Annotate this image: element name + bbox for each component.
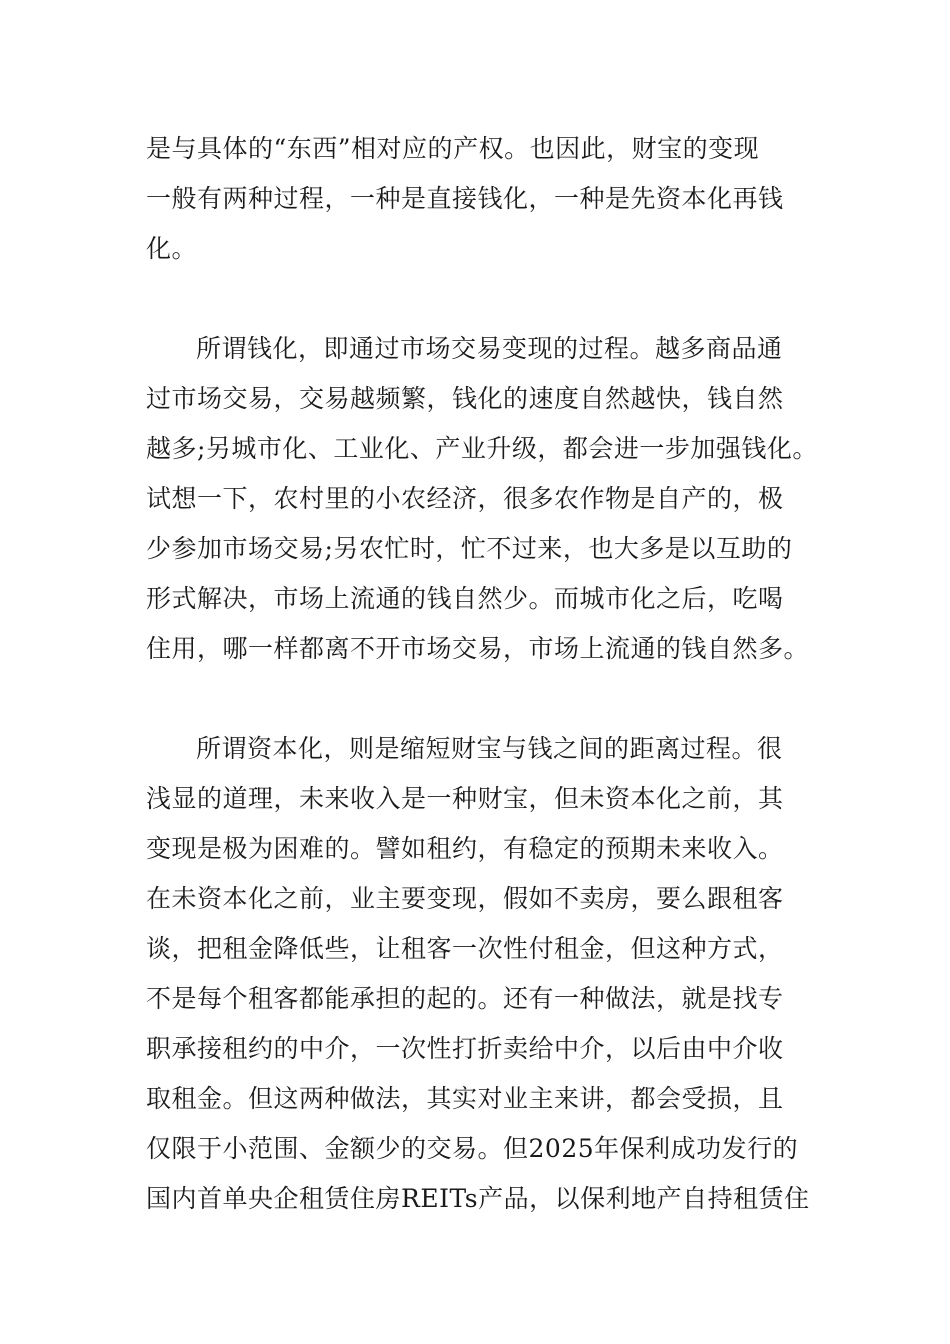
- text-line: 化。: [146, 234, 198, 263]
- text-line: 所谓资本化，则是缩短财宝与钱之间的距离过程。很: [196, 734, 783, 763]
- text-line: 试想一下，农村里的小农经济，很多农作物是自产的，极: [146, 484, 784, 513]
- text-line: 一般有两种过程，一种是直接钱化，一种是先资本化再钱: [146, 184, 784, 213]
- text-line: 职承接租约的中介，一次性打折卖给中介，以后由中介收: [146, 1034, 784, 1063]
- text-line: 仅限于小范围、金额少的交易。但2025年保利成功发行的: [146, 1134, 799, 1163]
- text-line: 变现是极为困难的。譬如租约，有稳定的预期未来收入。: [146, 834, 784, 863]
- text-line: 形式解决，市场上流通的钱自然少。而城市化之后，吃喝: [146, 584, 784, 613]
- text-line: 少参加市场交易;另农忙时，忙不过来，也大多是以互助的: [146, 534, 793, 563]
- text-line: 浅显的道理，未来收入是一种财宝，但未资本化之前，其: [146, 784, 784, 813]
- text-line: 住用，哪一样都离不开市场交易，市场上流通的钱自然多。: [146, 634, 810, 663]
- text-line: 是与具体的“东西”相对应的产权。也因此，财宝的变现: [146, 134, 760, 163]
- text-line: 过市场交易，交易越频繁，钱化的速度自然越快，钱自然: [146, 384, 784, 413]
- text-line: 不是每个租客都能承担的起的。还有一种做法，就是找专: [146, 984, 784, 1013]
- text-line: 国内首单央企租赁住房REITs产品，以保利地产自持租赁住: [146, 1184, 810, 1213]
- text-line: 在未资本化之前，业主要变现，假如不卖房，要么跟租客: [146, 884, 784, 913]
- text-line: 越多;另城市化、工业化、产业升级，都会进一步加强钱化。: [146, 434, 818, 463]
- text-line: 取租金。但这两种做法，其实对业主来讲，都会受损，且: [146, 1084, 784, 1113]
- text-line: 谈，把租金降低些，让租客一次性付租金，但这种方式，: [146, 934, 784, 963]
- text-line: 所谓钱化，即通过市场交易变现的过程。越多商品通: [196, 334, 783, 363]
